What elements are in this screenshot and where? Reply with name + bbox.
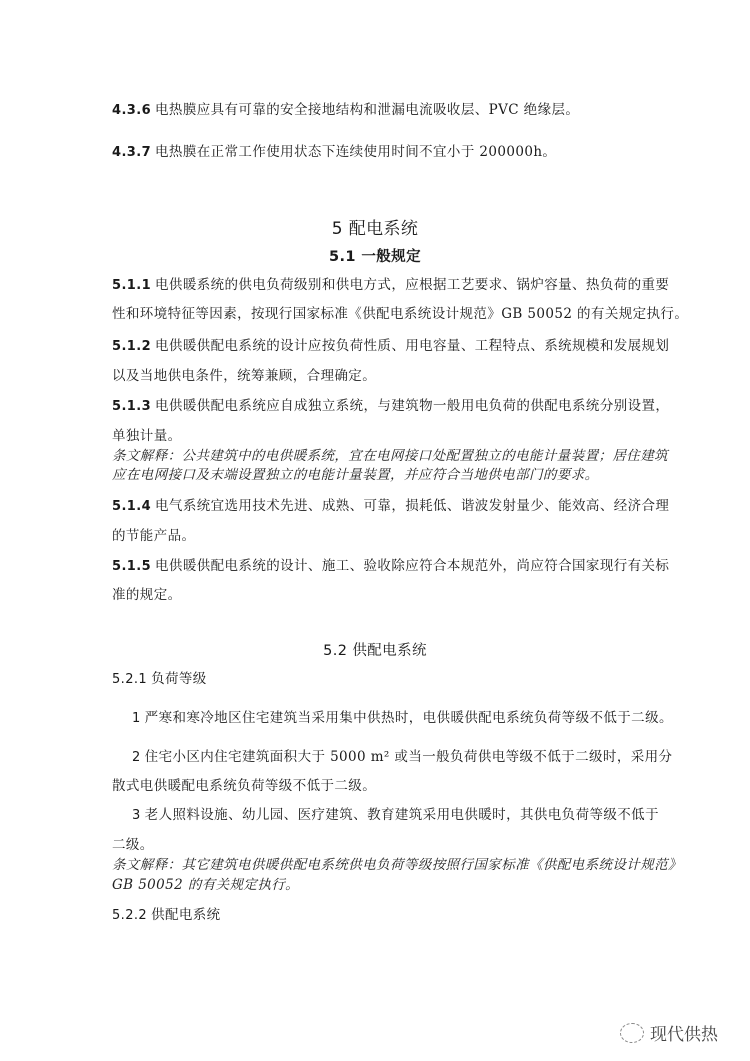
clause-5-1-2-cont: 以及当地供电条件，统筹兼顾，合理确定。	[112, 368, 377, 384]
clause-5-2-2: 5.2.2 供配电系统	[112, 907, 221, 923]
item-3-cont: 二级。	[112, 837, 154, 853]
clause-5-1-4: 5.1.4 电气系统宜选用技术先进、成熟、可靠，损耗低、谐波发射量少、能效高、经济合理	[112, 498, 670, 514]
commentary-5-1-3: 条文解释：公共建筑中的电供暖系统，宜在电网接口处配置独立的电能计量装置；居住建筑	[112, 448, 668, 464]
section-title-5-2: 5.2 供配电系统	[323, 643, 427, 659]
item-2-cont: 散式电供暖配电系统负荷等级不低于二级。	[112, 778, 377, 794]
commentary-5-2-1: 条文解释：其它建筑电供暖供配电系统供电负荷等级按照行国家标准《供配电系统设计规范》	[112, 857, 682, 873]
clause-5-1-3: 5.1.3 电供暖供配电系统应自成独立系统，与建筑物一般用电负荷的供配电系统分别设置，	[112, 398, 670, 414]
item-3: 3 老人照料设施、幼儿园、医疗建筑、教育建筑采用电供暖时，其供电负荷等级不低于	[132, 807, 659, 823]
chapter-title: 5 配电系统	[331, 219, 419, 239]
clause-5-1-5-cont: 准的规定。	[112, 587, 182, 603]
clause-4-3-6: 4.3.6 电热膜应具有可靠的安全接地结构和泄漏电流吸收层、PVC 绝缘层。	[112, 102, 580, 118]
clause-5-1-1-cont: 性和环境特征等因素，按现行国家标准《供配电系统设计规范》GB 50052 的有关规定执行。	[112, 306, 689, 322]
item-2: 2 住宅小区内住宅建筑面积大于 5000 m² 或当一般负荷供电等级不低于二级时，采用分	[132, 749, 673, 765]
clause-5-1-1: 5.1.1 电供暖系统的供电负荷级别和供电方式，应根据工艺要求、锅炉容量、热负荷的重要	[112, 277, 670, 293]
wechat-icon	[620, 1023, 644, 1043]
commentary-5-2-1-cont: GB 50052 的有关规定执行。	[112, 877, 300, 893]
clause-4-3-7: 4.3.7 电热膜在正常工作使用状态下连续使用时间不宜小于 200000h。	[112, 144, 557, 160]
clause-5-1-5: 5.1.5 电供暖供配电系统的设计、施工、验收除应符合本规范外，尚应符合国家现行有关标	[112, 558, 670, 574]
watermark	[620, 1020, 718, 1045]
commentary-5-1-3-cont: 应在电网接口及末端设置独立的电能计量装置，并应符合当地供电部门的要求。	[112, 467, 599, 483]
watermark-text: 现代供热	[650, 1025, 718, 1045]
clause-5-1-3-cont: 单独计量。	[112, 428, 182, 444]
clause-5-1-2: 5.1.2 电供暖供配电系统的设计应按负荷性质、用电容量、工程特点、系统规模和发展规划	[112, 338, 670, 354]
section-title-5-1: 5.1 一般规定	[329, 249, 421, 265]
clause-5-2-1: 5.2.1 负荷等级	[112, 671, 207, 687]
clause-5-1-4-cont: 的节能产品。	[112, 528, 196, 544]
item-1: 1 严寒和寒冷地区住宅建筑当采用集中供热时，电供暖供配电系统负荷等级不低于二级。	[132, 710, 673, 726]
